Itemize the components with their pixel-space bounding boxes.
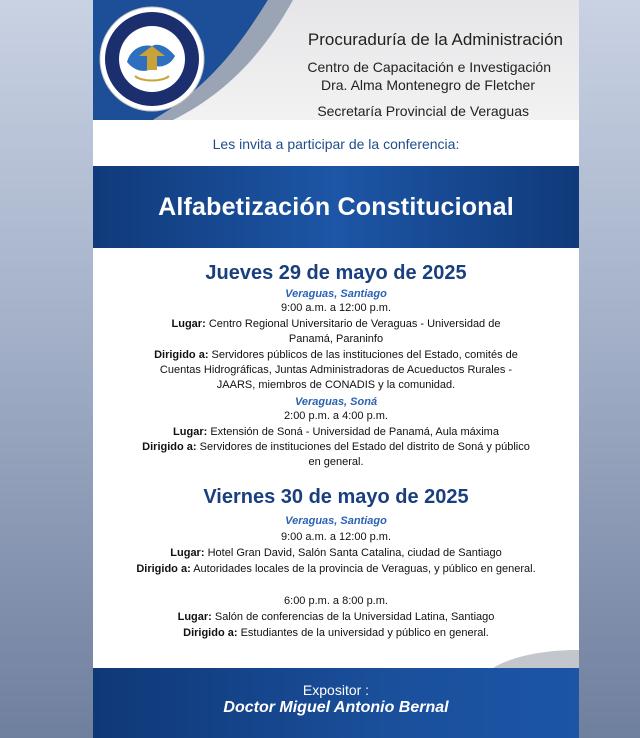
director-name: Dra. Alma Montenegro de Fletcher (321, 77, 535, 93)
day2-s1-time: 9:00 a.m. a 12:00 p.m. (280, 531, 392, 543)
header (93, 0, 579, 120)
day1-s1-dirigido: Dirigido a: Servidores públicos de las instituciones del Estado, comités de (154, 349, 518, 361)
day2-s2-time: 6:00 p.m. a 8:00 p.m. (284, 595, 388, 607)
day1-date: Jueves 29 de mayo de 2025 (205, 262, 467, 284)
day2-s2-dirigido: Dirigido a: Estudiantes de la universidad y público en general. (183, 627, 489, 639)
secretariat: Secretaría Provincial de Veraguas (317, 103, 529, 119)
invite-text: Les invita a participar de la conferencia: (212, 136, 460, 152)
day1-s1-lugar: Lugar: Centro Regional Universitario de Veraguas - Universidad de (171, 318, 501, 330)
day1-s1-dirigido-cont2: JAARS, miembros de CONADIS y la comunidad. (216, 379, 456, 391)
institution-seal-icon (97, 4, 207, 114)
day1-s1-lugar-cont: Panamá, Paraninfo (288, 333, 384, 345)
day1-s1-time: 9:00 a.m. a 12:00 p.m. (280, 302, 392, 314)
day2-s1-place: Veraguas, Santiago (285, 515, 387, 527)
training-center: Centro de Capacitación e Investigación (307, 59, 551, 75)
day1-s2-lugar: Lugar: Extensión de Soná - Universidad de Panamá, Aula máxima (173, 426, 499, 438)
institution-title: Procuraduría de la Administración (307, 30, 563, 49)
conference-title: Alfabetización Constitucional (158, 193, 514, 221)
day1-s2-time: 2:00 p.m. a 4:00 p.m. (284, 410, 388, 422)
day1-s2-dirigido: Dirigido a: Servidores de instituciones del Estado del distrito de Soná y público (142, 441, 530, 453)
day1-s1-dirigido-cont1: Cuentas Hidrográficas, Juntas Administradoras de Acueductos Rurales - (159, 364, 513, 376)
day2-s2-lugar: Lugar: Salón de conferencias de la Universidad Latina, Santiago (177, 611, 495, 623)
day2-s1-lugar: Lugar: Hotel Gran David, Salón Santa Catalina, ciudad de Santiago (170, 547, 502, 559)
day2-s1-dirigido: Dirigido a: Autoridades locales de la provincia de Veraguas, y público en general. (136, 563, 536, 575)
speaker-label: Expositor : (302, 682, 370, 698)
day1-s2-place: Veraguas, Soná (294, 396, 378, 408)
day2-date: Viernes 30 de mayo de 2025 (203, 486, 469, 508)
day1-s2-dirigido-cont: en general. (308, 456, 364, 468)
speaker-name: Doctor Miguel Antonio Bernal (223, 699, 449, 716)
day1-s1-place: Veraguas, Santiago (285, 288, 387, 300)
flyer (93, 0, 579, 738)
